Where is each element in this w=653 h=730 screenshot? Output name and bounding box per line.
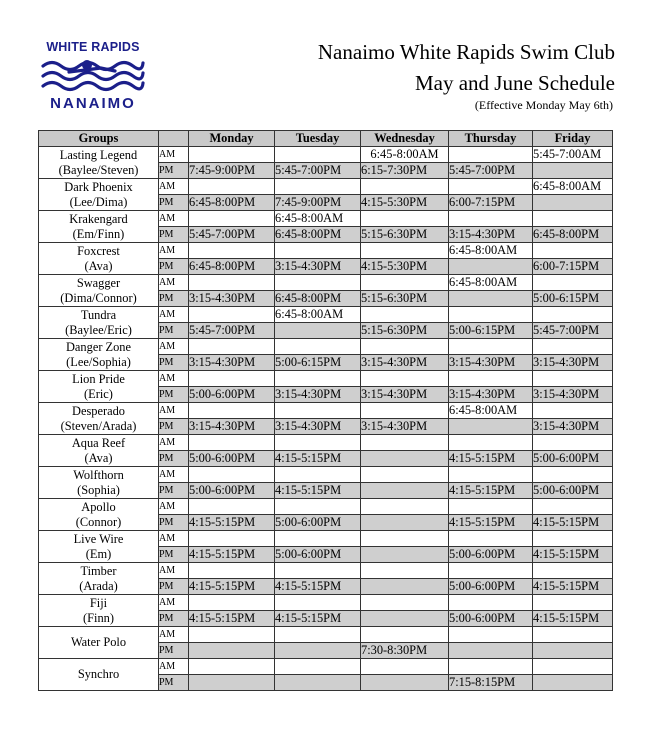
group-coach: (Baylee/Eric) bbox=[65, 322, 132, 337]
time-cell bbox=[275, 659, 361, 675]
am-label: AM bbox=[159, 243, 189, 259]
time-cell bbox=[361, 499, 449, 515]
time-cell bbox=[275, 595, 361, 611]
time-cell: 5:00-6:00PM bbox=[449, 611, 533, 627]
pm-label: PM bbox=[159, 611, 189, 627]
time-cell bbox=[449, 211, 533, 227]
time-cell bbox=[361, 339, 449, 355]
time-cell bbox=[361, 275, 449, 291]
header-tuesday: Tuesday bbox=[275, 131, 361, 147]
time-cell bbox=[361, 579, 449, 595]
pm-label: PM bbox=[159, 579, 189, 595]
time-cell: 5:00-6:15PM bbox=[533, 291, 613, 307]
am-label: AM bbox=[159, 467, 189, 483]
time-cell bbox=[533, 675, 613, 691]
logo-top-text: WHITE RAPIDS bbox=[46, 40, 140, 54]
club-title: Nanaimo White Rapids Swim Club bbox=[317, 40, 615, 64]
time-cell bbox=[189, 179, 275, 195]
time-cell bbox=[449, 563, 533, 579]
group-coach: (Baylee/Steven) bbox=[58, 162, 139, 177]
time-cell bbox=[189, 627, 275, 643]
group-name: Foxcrest bbox=[77, 243, 120, 258]
time-cell bbox=[361, 595, 449, 611]
group-coach: (Connor) bbox=[75, 514, 122, 529]
table-row bbox=[39, 243, 613, 259]
time-cell bbox=[189, 243, 275, 259]
time-cell: 5:00-6:00PM bbox=[275, 547, 361, 563]
table-row bbox=[39, 467, 613, 483]
header-wednesday: Wednesday bbox=[361, 131, 449, 147]
table-row bbox=[39, 147, 613, 163]
group-name: Water Polo bbox=[70, 635, 127, 649]
time-cell: 6:45-8:00AM bbox=[449, 403, 533, 419]
time-cell bbox=[533, 371, 613, 387]
am-label: AM bbox=[159, 659, 189, 675]
time-cell: 4:15-5:15PM bbox=[189, 515, 275, 531]
time-cell: 5:45-7:00AM bbox=[533, 147, 613, 163]
header-row bbox=[39, 131, 613, 147]
group-cell bbox=[39, 211, 159, 243]
am-label: AM bbox=[159, 179, 189, 195]
time-cell bbox=[361, 659, 449, 675]
header-ampm bbox=[159, 131, 189, 147]
group-coach: (Lee/Dima) bbox=[69, 194, 128, 209]
time-cell bbox=[189, 339, 275, 355]
schedule-table bbox=[38, 130, 613, 691]
time-cell: 3:15-4:30PM bbox=[361, 387, 449, 403]
pm-label: PM bbox=[159, 419, 189, 435]
time-cell bbox=[361, 611, 449, 627]
am-label: AM bbox=[159, 499, 189, 515]
time-cell: 5:00-6:00PM bbox=[449, 547, 533, 563]
group-coach: (Em/Finn) bbox=[72, 226, 125, 241]
time-cell bbox=[189, 675, 275, 691]
table-row bbox=[39, 531, 613, 547]
time-cell: 6:00-7:15PM bbox=[449, 195, 533, 211]
time-cell: 6:00-7:15PM bbox=[533, 259, 613, 275]
time-cell: 3:15-4:30PM bbox=[189, 355, 275, 371]
time-cell: 3:15-4:30PM bbox=[449, 227, 533, 243]
time-cell: 4:15-5:15PM bbox=[533, 515, 613, 531]
group-cell bbox=[39, 243, 159, 275]
schedule-title: May and June Schedule bbox=[414, 71, 615, 95]
time-cell: 3:15-4:30PM bbox=[361, 419, 449, 435]
table-row bbox=[39, 403, 613, 419]
logo-bottom-text: NANAIMO bbox=[50, 95, 136, 112]
time-cell bbox=[361, 531, 449, 547]
time-cell bbox=[449, 419, 533, 435]
pm-label: PM bbox=[159, 643, 189, 659]
group-name: Lasting Legend bbox=[59, 147, 138, 162]
time-cell bbox=[275, 467, 361, 483]
group-cell bbox=[39, 467, 159, 499]
time-cell bbox=[533, 563, 613, 579]
time-cell: 3:15-4:30PM bbox=[533, 387, 613, 403]
time-cell bbox=[361, 307, 449, 323]
time-cell bbox=[533, 531, 613, 547]
time-cell bbox=[189, 499, 275, 515]
am-label: AM bbox=[159, 531, 189, 547]
time-cell bbox=[533, 163, 613, 179]
group-coach: (Ava) bbox=[84, 450, 113, 465]
time-cell: 5:00-6:15PM bbox=[275, 355, 361, 371]
group-coach: (Dima/Connor) bbox=[60, 290, 137, 305]
schedule-body bbox=[39, 147, 613, 691]
group-name: Aqua Reef bbox=[71, 435, 126, 450]
group-name: Desperado bbox=[72, 403, 125, 418]
time-cell bbox=[361, 243, 449, 259]
pm-label: PM bbox=[159, 675, 189, 691]
time-cell: 4:15-5:15PM bbox=[275, 611, 361, 627]
group-name: Synchro bbox=[77, 667, 120, 681]
time-cell bbox=[533, 339, 613, 355]
time-cell bbox=[275, 339, 361, 355]
time-cell: 7:15-8:15PM bbox=[449, 675, 533, 691]
table-row bbox=[39, 307, 613, 323]
time-cell: 5:15-6:30PM bbox=[361, 323, 449, 339]
time-cell: 4:15-5:15PM bbox=[275, 579, 361, 595]
group-name: Dark Phoenix bbox=[64, 179, 133, 194]
pm-label: PM bbox=[159, 163, 189, 179]
time-cell: 5:00-6:15PM bbox=[449, 323, 533, 339]
pm-label: PM bbox=[159, 195, 189, 211]
pm-label: PM bbox=[159, 387, 189, 403]
time-cell bbox=[189, 403, 275, 419]
time-cell bbox=[275, 179, 361, 195]
group-cell bbox=[39, 275, 159, 307]
time-cell bbox=[361, 563, 449, 579]
time-cell bbox=[449, 531, 533, 547]
group-coach: (Eric) bbox=[84, 386, 113, 401]
am-label: AM bbox=[159, 563, 189, 579]
group-cell bbox=[39, 403, 159, 435]
time-cell bbox=[275, 563, 361, 579]
time-cell bbox=[533, 467, 613, 483]
time-cell bbox=[533, 195, 613, 211]
time-cell: 4:15-5:15PM bbox=[189, 547, 275, 563]
time-cell bbox=[361, 675, 449, 691]
header-thursday: Thursday bbox=[449, 131, 533, 147]
group-name: Lion Pride bbox=[72, 371, 125, 386]
time-cell: 5:15-6:30PM bbox=[361, 291, 449, 307]
time-cell bbox=[533, 307, 613, 323]
time-cell: 5:45-7:00PM bbox=[449, 163, 533, 179]
time-cell: 7:45-9:00PM bbox=[275, 195, 361, 211]
am-label: AM bbox=[159, 435, 189, 451]
time-cell bbox=[275, 531, 361, 547]
time-cell: 4:15-5:15PM bbox=[189, 611, 275, 627]
time-cell: 6:45-8:00AM bbox=[449, 275, 533, 291]
time-cell bbox=[449, 435, 533, 451]
table-row bbox=[39, 627, 613, 643]
time-cell bbox=[449, 307, 533, 323]
effective-date: (Effective Monday May 6th) bbox=[474, 98, 613, 112]
time-cell: 6:45-8:00AM bbox=[275, 307, 361, 323]
time-cell: 7:30-8:30PM bbox=[361, 643, 449, 659]
time-cell: 3:15-4:30PM bbox=[449, 387, 533, 403]
group-coach: (Arada) bbox=[79, 578, 118, 593]
time-cell: 3:15-4:30PM bbox=[533, 419, 613, 435]
time-cell: 4:15-5:15PM bbox=[275, 483, 361, 499]
table-row bbox=[39, 211, 613, 227]
time-cell bbox=[533, 243, 613, 259]
time-cell: 4:15-5:15PM bbox=[449, 483, 533, 499]
pm-label: PM bbox=[159, 515, 189, 531]
time-cell: 4:15-5:30PM bbox=[361, 195, 449, 211]
time-cell bbox=[449, 371, 533, 387]
group-cell bbox=[39, 147, 159, 179]
group-name: Swagger bbox=[76, 275, 121, 290]
group-name: Timber bbox=[80, 563, 117, 578]
time-cell bbox=[275, 275, 361, 291]
time-cell: 5:00-6:00PM bbox=[449, 579, 533, 595]
time-cell bbox=[275, 403, 361, 419]
group-coach: (Finn) bbox=[83, 610, 114, 625]
time-cell bbox=[275, 243, 361, 259]
pm-label: PM bbox=[159, 547, 189, 563]
time-cell bbox=[533, 403, 613, 419]
group-cell bbox=[39, 435, 159, 467]
time-cell: 4:15-5:15PM bbox=[189, 579, 275, 595]
time-cell bbox=[361, 483, 449, 499]
time-cell: 6:45-8:00AM bbox=[533, 179, 613, 195]
time-cell: 4:15-5:15PM bbox=[533, 611, 613, 627]
time-cell bbox=[361, 451, 449, 467]
group-name: Krakengard bbox=[69, 211, 128, 226]
time-cell: 7:45-9:00PM bbox=[189, 163, 275, 179]
swimmer-waves-icon bbox=[39, 56, 147, 96]
am-label: AM bbox=[159, 403, 189, 419]
time-cell bbox=[449, 339, 533, 355]
time-cell bbox=[449, 291, 533, 307]
time-cell: 3:15-4:30PM bbox=[189, 291, 275, 307]
time-cell bbox=[361, 403, 449, 419]
pm-label: PM bbox=[159, 483, 189, 499]
time-cell: 5:00-6:00PM bbox=[533, 451, 613, 467]
group-name: Wolfthorn bbox=[73, 467, 124, 482]
time-cell bbox=[361, 547, 449, 563]
pm-label: PM bbox=[159, 259, 189, 275]
time-cell: 4:15-5:15PM bbox=[449, 515, 533, 531]
time-cell: 6:45-8:00AM bbox=[275, 211, 361, 227]
time-cell: 5:00-6:00PM bbox=[533, 483, 613, 499]
time-cell bbox=[361, 435, 449, 451]
time-cell: 4:15-5:30PM bbox=[361, 259, 449, 275]
time-cell bbox=[449, 179, 533, 195]
time-cell bbox=[275, 499, 361, 515]
time-cell: 4:15-5:15PM bbox=[275, 451, 361, 467]
group-name: Apollo bbox=[81, 499, 116, 514]
time-cell bbox=[533, 275, 613, 291]
table-row bbox=[39, 659, 613, 675]
time-cell bbox=[189, 531, 275, 547]
time-cell bbox=[449, 595, 533, 611]
am-label: AM bbox=[159, 307, 189, 323]
time-cell: 3:15-4:30PM bbox=[449, 355, 533, 371]
time-cell bbox=[189, 211, 275, 227]
time-cell: 6:15-7:30PM bbox=[361, 163, 449, 179]
time-cell: 6:45-8:00PM bbox=[533, 227, 613, 243]
pm-label: PM bbox=[159, 227, 189, 243]
table-row bbox=[39, 371, 613, 387]
time-cell bbox=[449, 627, 533, 643]
time-cell: 6:45-8:00PM bbox=[189, 259, 275, 275]
pm-label: PM bbox=[159, 291, 189, 307]
time-cell: 3:15-4:30PM bbox=[275, 419, 361, 435]
time-cell bbox=[189, 371, 275, 387]
time-cell bbox=[189, 147, 275, 163]
group-name: Fiji bbox=[89, 595, 108, 610]
time-cell bbox=[275, 371, 361, 387]
group-cell bbox=[39, 339, 159, 371]
time-cell: 4:15-5:15PM bbox=[533, 579, 613, 595]
group-cell bbox=[39, 307, 159, 339]
time-cell bbox=[189, 467, 275, 483]
time-cell bbox=[533, 643, 613, 659]
am-label: AM bbox=[159, 211, 189, 227]
time-cell bbox=[449, 659, 533, 675]
group-cell bbox=[39, 659, 159, 691]
am-label: AM bbox=[159, 275, 189, 291]
group-cell bbox=[39, 531, 159, 563]
time-cell: 5:00-6:00PM bbox=[189, 387, 275, 403]
group-cell bbox=[39, 179, 159, 211]
time-cell: 4:15-5:15PM bbox=[533, 547, 613, 563]
time-cell bbox=[189, 659, 275, 675]
table-row bbox=[39, 275, 613, 291]
time-cell bbox=[275, 435, 361, 451]
time-cell: 3:15-4:30PM bbox=[361, 355, 449, 371]
time-cell bbox=[361, 627, 449, 643]
time-cell bbox=[361, 371, 449, 387]
time-cell: 4:15-5:15PM bbox=[449, 451, 533, 467]
time-cell bbox=[189, 643, 275, 659]
group-cell bbox=[39, 627, 159, 659]
time-cell: 6:45-8:00AM bbox=[361, 147, 449, 163]
time-cell bbox=[533, 435, 613, 451]
time-cell bbox=[449, 467, 533, 483]
time-cell bbox=[533, 211, 613, 227]
table-row bbox=[39, 595, 613, 611]
header-groups: Groups bbox=[39, 131, 159, 147]
time-cell: 5:00-6:00PM bbox=[189, 483, 275, 499]
time-cell bbox=[361, 515, 449, 531]
time-cell bbox=[361, 179, 449, 195]
time-cell bbox=[189, 435, 275, 451]
time-cell bbox=[275, 323, 361, 339]
time-cell bbox=[449, 643, 533, 659]
am-label: AM bbox=[159, 339, 189, 355]
group-cell bbox=[39, 595, 159, 627]
group-coach: (Em) bbox=[85, 546, 112, 561]
table-row bbox=[39, 179, 613, 195]
time-cell: 5:00-6:00PM bbox=[275, 515, 361, 531]
time-cell bbox=[449, 259, 533, 275]
time-cell: 6:45-8:00PM bbox=[275, 291, 361, 307]
time-cell: 6:45-8:00AM bbox=[449, 243, 533, 259]
am-label: AM bbox=[159, 147, 189, 163]
am-label: AM bbox=[159, 371, 189, 387]
time-cell: 6:45-8:00PM bbox=[189, 195, 275, 211]
time-cell: 3:15-4:30PM bbox=[275, 259, 361, 275]
time-cell bbox=[275, 147, 361, 163]
table-row bbox=[39, 339, 613, 355]
time-cell bbox=[275, 675, 361, 691]
group-coach: (Steven/Arada) bbox=[60, 418, 137, 433]
am-label: AM bbox=[159, 595, 189, 611]
time-cell bbox=[361, 467, 449, 483]
pm-label: PM bbox=[159, 323, 189, 339]
time-cell: 5:45-7:00PM bbox=[533, 323, 613, 339]
time-cell bbox=[533, 595, 613, 611]
time-cell: 3:15-4:30PM bbox=[275, 387, 361, 403]
time-cell bbox=[533, 659, 613, 675]
time-cell: 5:45-7:00PM bbox=[275, 163, 361, 179]
group-coach: (Lee/Sophia) bbox=[66, 354, 131, 369]
time-cell: 5:45-7:00PM bbox=[189, 323, 275, 339]
group-coach: (Sophia) bbox=[77, 482, 120, 497]
time-cell: 5:45-7:00PM bbox=[189, 227, 275, 243]
group-coach: (Ava) bbox=[84, 258, 113, 273]
time-cell bbox=[189, 307, 275, 323]
time-cell bbox=[275, 643, 361, 659]
group-cell bbox=[39, 371, 159, 403]
time-cell: 3:15-4:30PM bbox=[533, 355, 613, 371]
time-cell bbox=[449, 499, 533, 515]
am-label: AM bbox=[159, 627, 189, 643]
pm-label: PM bbox=[159, 451, 189, 467]
group-cell bbox=[39, 499, 159, 531]
time-cell bbox=[189, 595, 275, 611]
time-cell: 6:45-8:00PM bbox=[275, 227, 361, 243]
pm-label: PM bbox=[159, 355, 189, 371]
group-name: Live Wire bbox=[73, 531, 124, 546]
time-cell bbox=[449, 147, 533, 163]
table-row bbox=[39, 563, 613, 579]
table-row bbox=[39, 435, 613, 451]
table-row bbox=[39, 499, 613, 515]
header-friday: Friday bbox=[533, 131, 613, 147]
time-cell bbox=[189, 275, 275, 291]
time-cell bbox=[361, 211, 449, 227]
group-name: Danger Zone bbox=[65, 339, 132, 354]
group-cell bbox=[39, 563, 159, 595]
header-monday: Monday bbox=[189, 131, 275, 147]
group-name: Tundra bbox=[80, 307, 117, 322]
time-cell bbox=[533, 627, 613, 643]
time-cell: 5:15-6:30PM bbox=[361, 227, 449, 243]
club-logo bbox=[36, 40, 150, 114]
time-cell bbox=[275, 627, 361, 643]
time-cell bbox=[189, 563, 275, 579]
time-cell bbox=[533, 499, 613, 515]
time-cell: 3:15-4:30PM bbox=[189, 419, 275, 435]
time-cell: 5:00-6:00PM bbox=[189, 451, 275, 467]
